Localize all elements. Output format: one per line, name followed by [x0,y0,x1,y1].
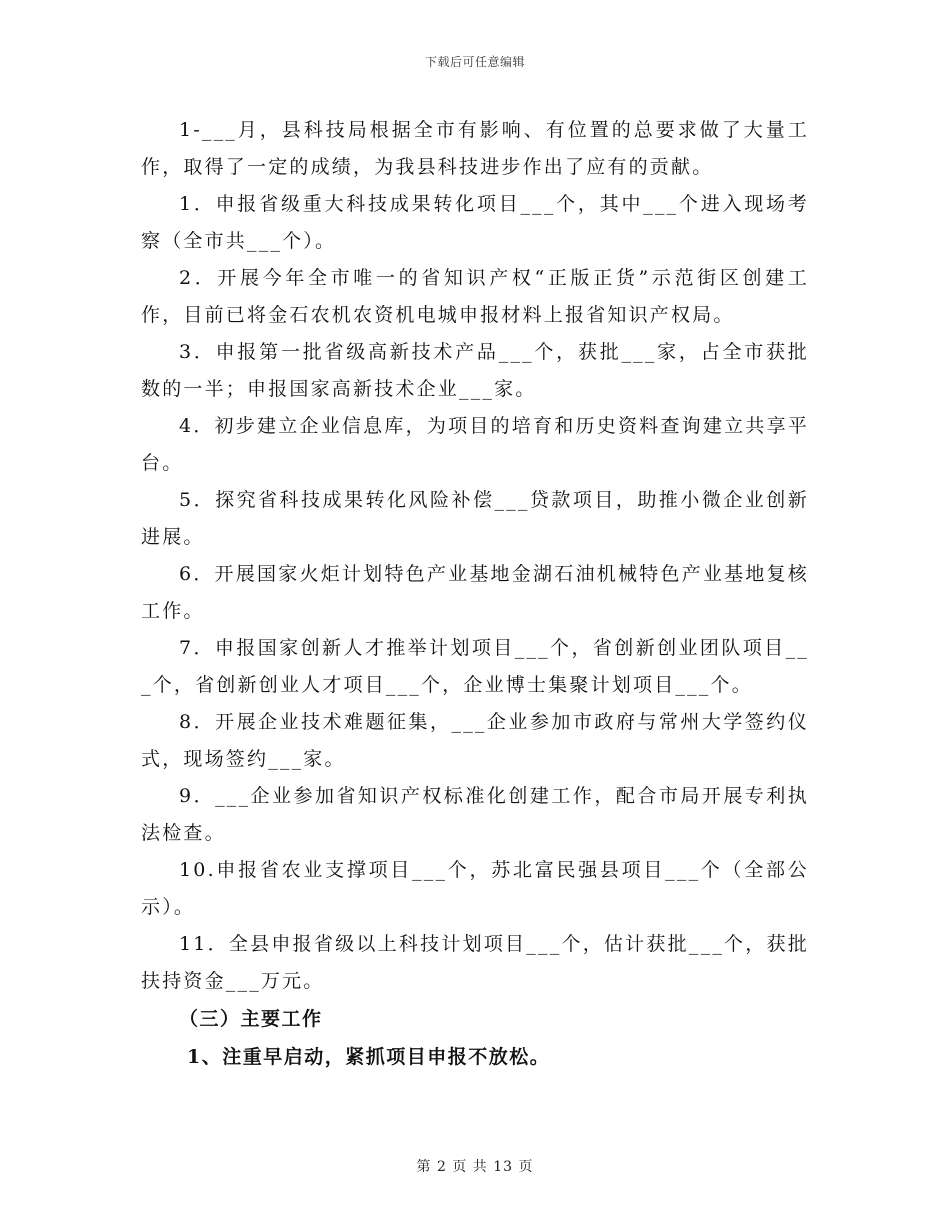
header-note: 下载后可任意编辑 [424,55,525,69]
paragraph-item-4: 4．初步建立企业信息库，为项目的培育和历史资料查询建立共享平台。 [141,415,809,474]
paragraph-item-7: 7．申报国家创新人才推举计划项目___个，省创新创业团队项目___个，省创新创业人才项目___个，企业博士集聚计划项目___个。 [141,637,809,696]
paragraph-item-5: 5．探究省科技成果转化风险补偿___贷款项目，助推小微企业创新进展。 [141,489,809,548]
document-body [141,112,809,1076]
paragraph-item-9: 9．___企业参加省知识产权标准化创建工作，配合市局开展专利执法检查。 [141,785,809,844]
section-heading: （三）主要工作 [179,1008,323,1030]
paragraph-item-6: 6．开展国家火炬计划特色产业基地金湖石油机械特色产业基地复核工作。 [141,563,809,622]
paragraph-item-8: 8．开展企业技术难题征集，___企业参加市政府与常州大学签约仪式，现场签约___家。 [141,711,809,770]
paragraph-item-3: 3．申报第一批省级高新技术产品___个，获批___家，占全市获批数的一半；申报国家高新技术企业___家。 [141,341,809,400]
paragraph-item-11: 11．全县申报省级以上科技计划项目___个，估计获批___个，获批扶持资金___万元。 [141,933,809,992]
page-footer: 第 2 页 共 13 页 [416,1159,534,1175]
paragraph-intro: 1-___月，县科技局根据全市有影响、有位置的总要求做了大量工作，取得了一定的成绩，为我县科技进步作出了应有的贡献。 [141,119,809,178]
subheading: 1、注重早启动，紧抓项目申报不放松。 [187,1046,551,1068]
paragraph-item-10: 10.申报省农业支撑项目___个，苏北富民强县项目___个（全部公示）。 [141,859,809,918]
paragraph-item-1: 1．申报省级重大科技成果转化项目___个，其中___个进入现场考察（全市共___个）。 [141,193,809,252]
paragraph-item-2: 2．开展今年全市唯一的省知识产权“正版正货”示范街区创建工作，目前已将金石农机农资机电城申报材料上报省知识产权局。 [141,267,809,326]
